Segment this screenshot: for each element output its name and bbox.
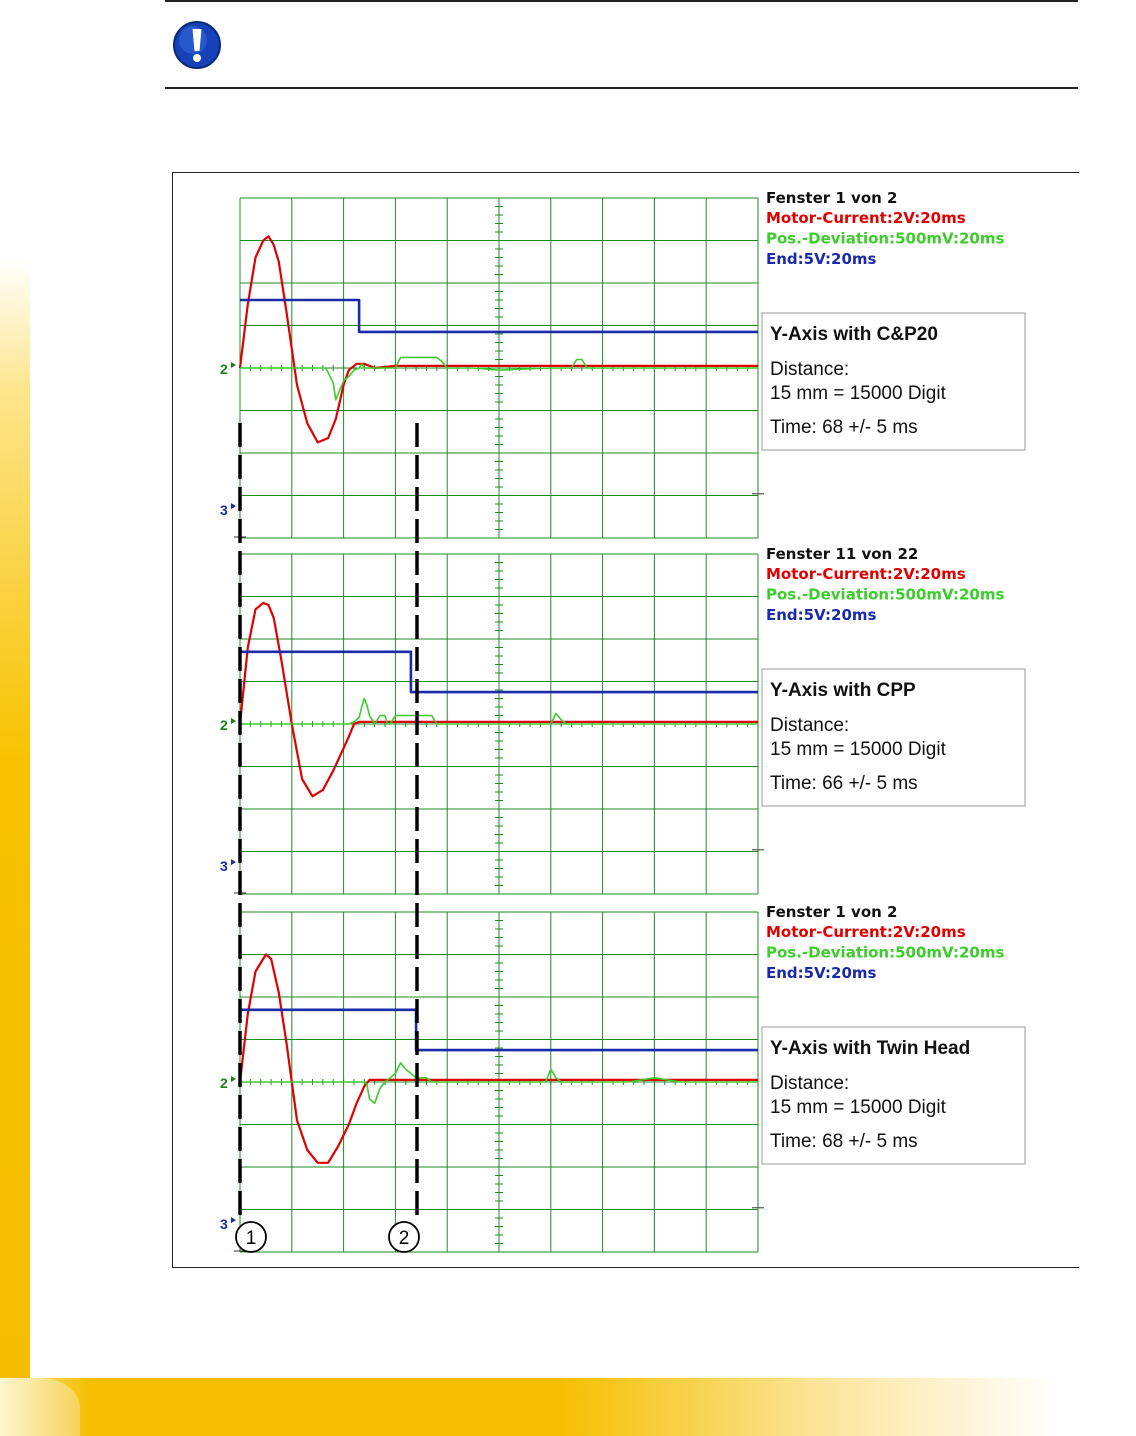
channel-marker: 2 — [220, 717, 228, 733]
oscilloscope-figure — [172, 172, 1079, 1268]
footer-accent-corner — [0, 1378, 80, 1436]
notice-bottom-rule — [165, 87, 1078, 89]
info-box-title: Y-Axis with C&P20 — [770, 324, 938, 345]
footer-accent-bar — [0, 1378, 1136, 1436]
info-box-distance: 15 mm = 15000 Digit — [770, 383, 946, 404]
channel-marker: 3 — [220, 1216, 228, 1233]
info-box-distance: 15 mm = 15000 Digit — [770, 1097, 946, 1118]
legend-entry: End:5V:20ms — [766, 606, 877, 624]
channel-marker: 3 — [220, 858, 228, 875]
scope-panel-3 — [220, 903, 1025, 1252]
info-box-time: Time: 66 +/- 5 ms — [770, 773, 918, 794]
info-box-distance: 15 mm = 15000 Digit — [770, 739, 946, 760]
scope-panel-2 — [220, 545, 1025, 894]
legend-entry: Motor-Current:2V:20ms — [766, 565, 966, 583]
exclamation-icon — [172, 20, 222, 70]
channel-marker: 2 — [220, 1075, 228, 1091]
legend-entry: Pos.-Deviation:500mV:20ms — [766, 585, 1005, 604]
legend-entry: Motor-Current:2V:20ms — [766, 209, 966, 227]
channel-arrow — [231, 503, 236, 509]
window-label: Fenster 11 von 22 — [766, 545, 919, 563]
oscilloscope-plots — [173, 173, 1079, 1267]
timing-cursors — [236, 423, 419, 1252]
info-box-distance-label: Distance: — [770, 359, 850, 380]
info-box-time: Time: 68 +/- 5 ms — [770, 1131, 918, 1152]
legend-entry: End:5V:20ms — [766, 964, 877, 982]
legend-entry: Pos.-Deviation:500mV:20ms — [766, 943, 1005, 962]
scope-panel-1 — [220, 189, 1025, 538]
info-box-distance-label: Distance: — [770, 1073, 850, 1094]
legend-entry: Pos.-Deviation:500mV:20ms — [766, 229, 1005, 248]
marker-1-label: 1 — [245, 1228, 257, 1249]
window-label: Fenster 1 von 2 — [766, 903, 898, 921]
info-box-time: Time: 68 +/- 5 ms — [770, 417, 918, 438]
legend-entry: End:5V:20ms — [766, 250, 877, 268]
info-box-title: Y-Axis with Twin Head — [770, 1038, 971, 1059]
channel-arrow — [231, 718, 236, 724]
legend-entry: Motor-Current:2V:20ms — [766, 923, 966, 941]
channel-arrow — [231, 1076, 236, 1082]
info-box-title: Y-Axis with CPP — [770, 680, 916, 701]
marker-2-label: 2 — [398, 1228, 410, 1249]
left-accent-bar — [0, 258, 30, 1378]
info-box-distance-label: Distance: — [770, 715, 850, 736]
channel-arrow — [231, 1217, 236, 1223]
channel-arrow — [231, 859, 236, 865]
notice-top-rule — [165, 0, 1078, 2]
channel-arrow — [231, 362, 236, 368]
window-label: Fenster 1 von 2 — [766, 189, 898, 207]
channel-marker: 2 — [220, 361, 228, 377]
channel-marker: 3 — [220, 502, 228, 519]
